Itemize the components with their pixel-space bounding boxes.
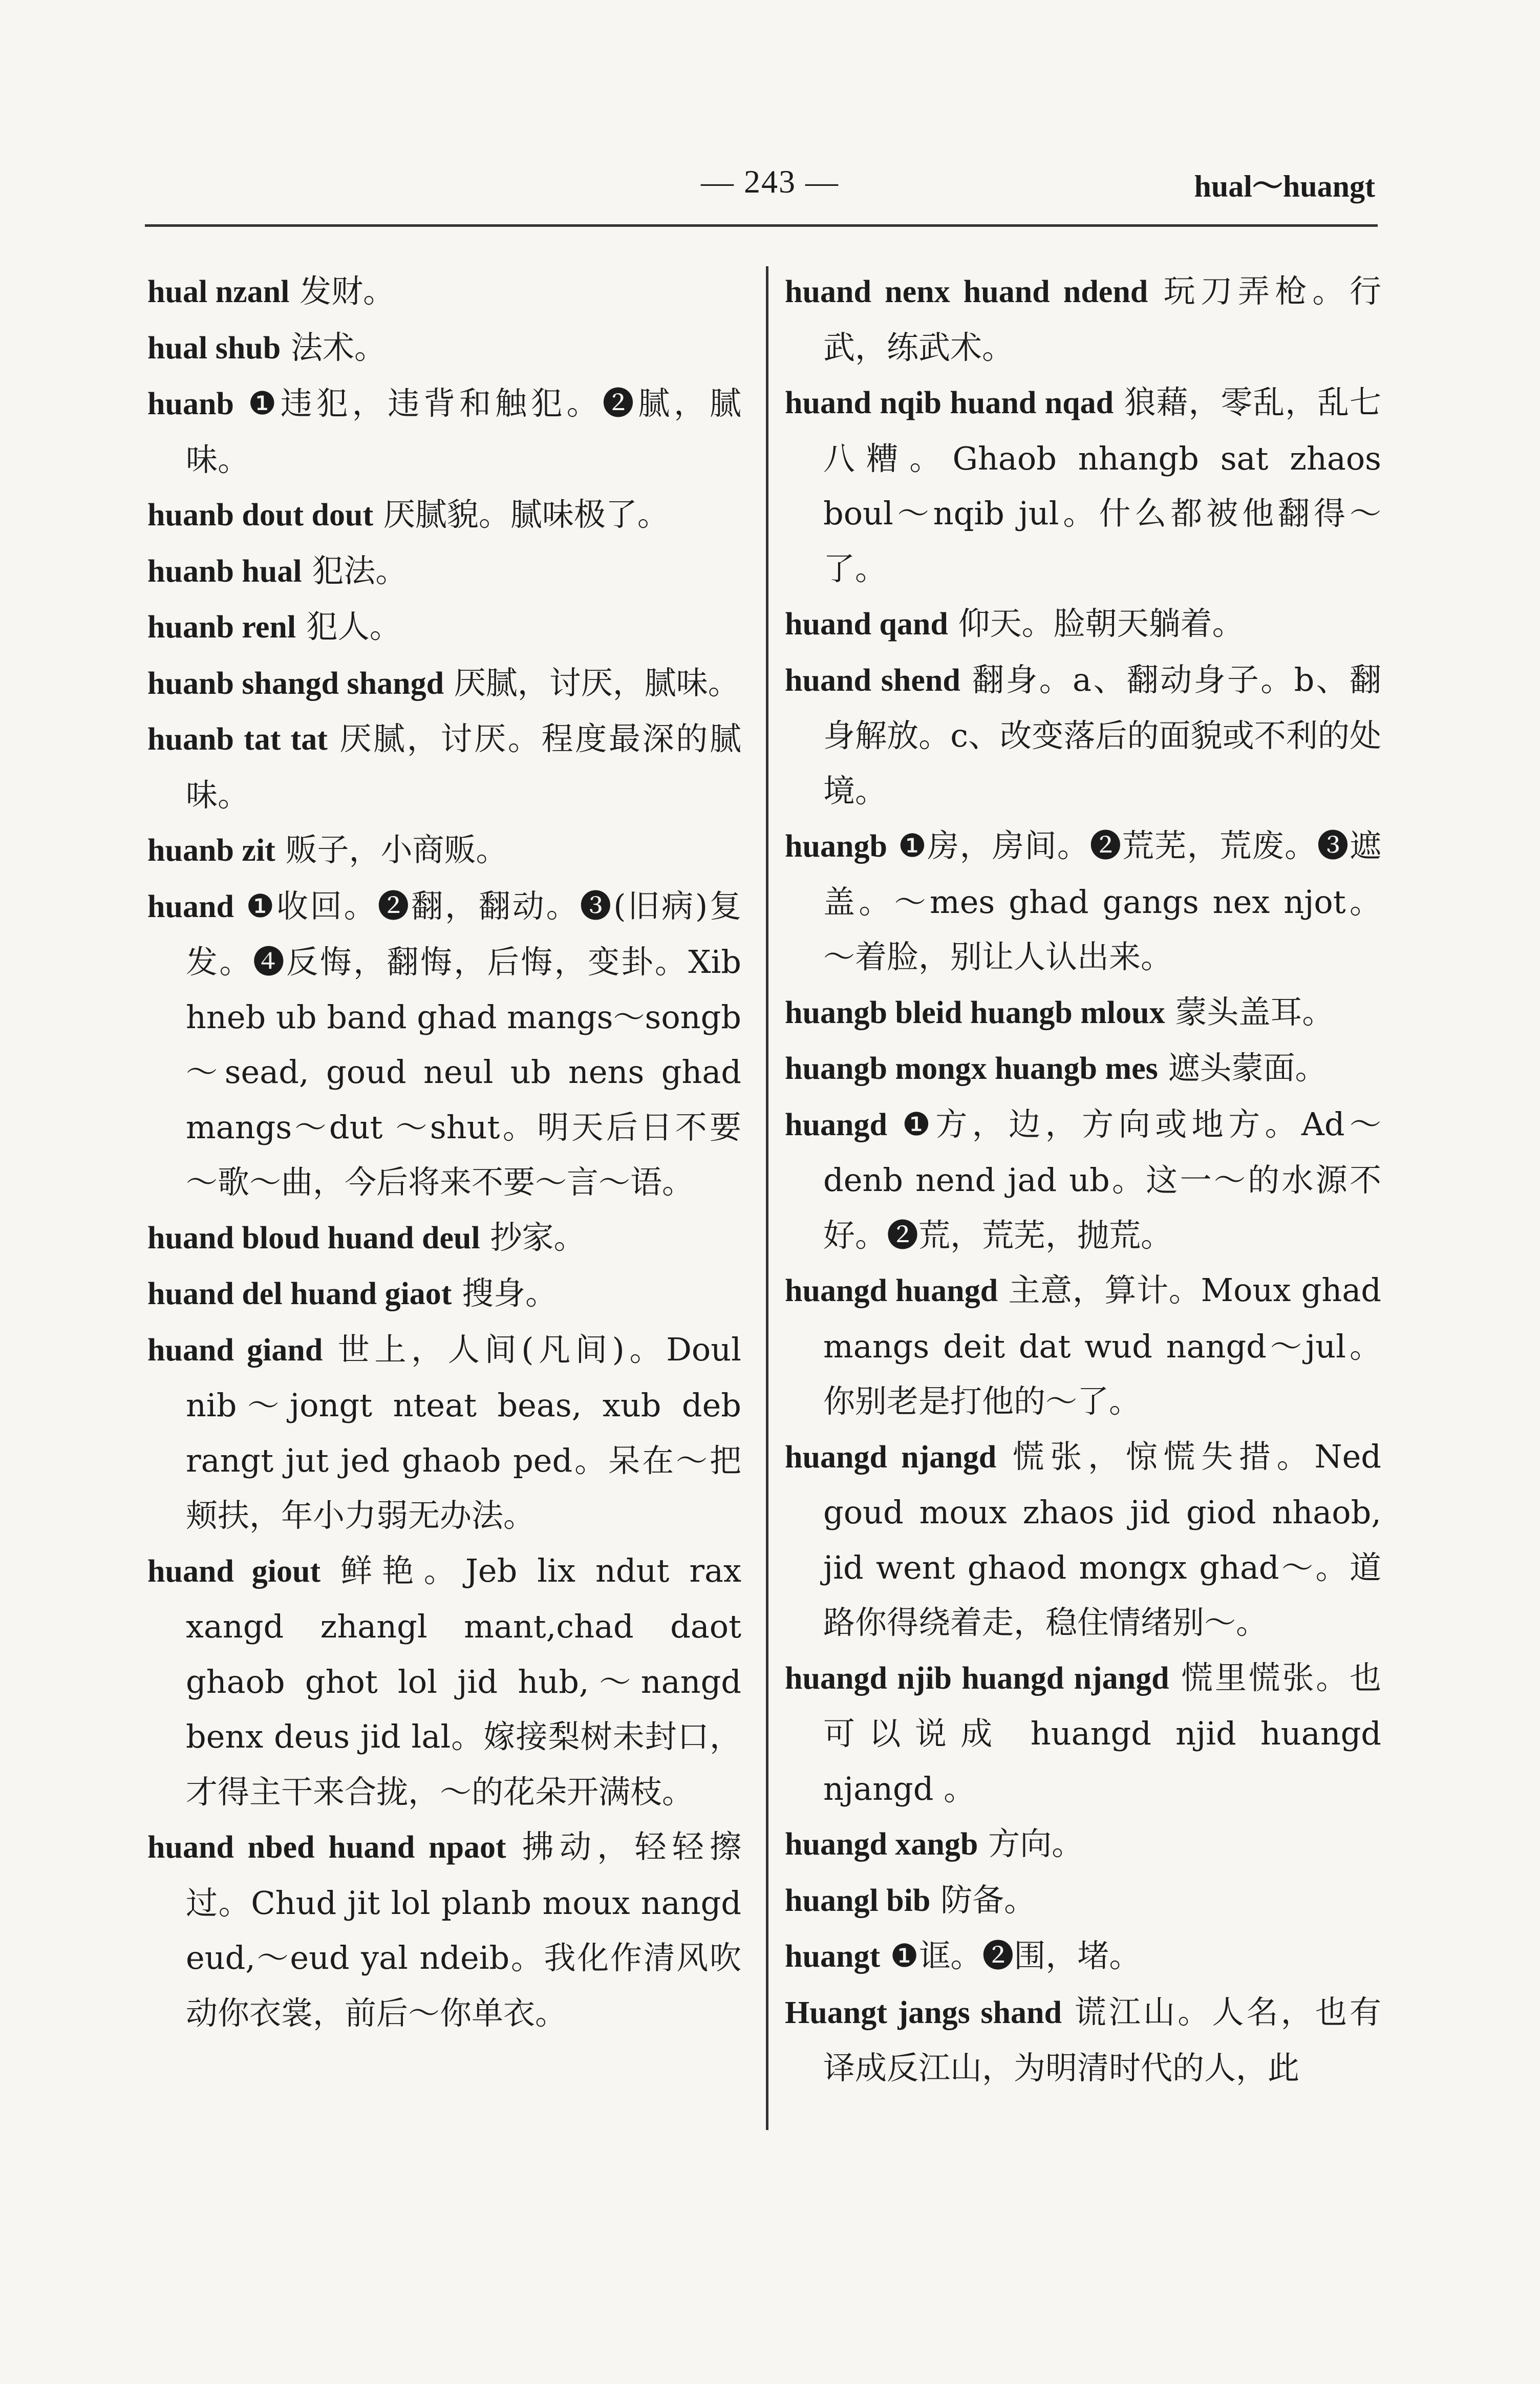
- entry-definition: ❶收回。❷翻，翻动。❸(旧病)复发。❹反悔，翻悔，后悔，变卦。Xib hneb ub band ghad mangs～songb～sead, goud neul ub nens ghad mangs～dut ～shut。明天后日不要～歌～曲，今后将来不要～言～语。: [186, 887, 741, 1201]
- entry-headword: huangl bib: [785, 1883, 931, 1918]
- dictionary-entry: [785, 1816, 1381, 1872]
- entry-definition: 搜身。: [452, 1274, 558, 1312]
- entry-definition: 慌里慌张。也可以说成 huangd njid huangd njangd 。: [823, 1658, 1381, 1807]
- entry-headword: huand bloud huand deul: [147, 1220, 480, 1255]
- column-divider: [766, 266, 768, 2130]
- entry-definition: 法术。: [281, 328, 386, 366]
- entry-headword: huand shend: [785, 663, 960, 698]
- entry-definition: 玩刀弄枪。行武，练武术。: [823, 272, 1381, 366]
- entry-definition: 抄家。: [480, 1218, 586, 1256]
- entry-headword: huangd xangb: [785, 1827, 978, 1862]
- entry-headword: huangd: [785, 1107, 887, 1142]
- entry-definition: 厌腻，讨厌，腻味。: [444, 664, 740, 701]
- dictionary-entry: [785, 264, 1381, 375]
- entry-headword: huanb zit: [147, 833, 275, 868]
- dictionary-entry: [785, 375, 1381, 596]
- entry-headword: huangd njib huangd njangd: [785, 1661, 1169, 1696]
- entry-definition: 犯法。: [302, 551, 408, 589]
- dictionary-entry: [785, 1429, 1381, 1650]
- entry-definition: 谎江山。人名，也有译成反江山，为明清时代的人，此: [823, 1993, 1381, 2087]
- entry-definition: 慌张，惊慌失措。Ned goud moux zhaos jid giod nhaob, jid went ghaod mongx ghad～。道路你得绕着走，稳住情绪别～。: [823, 1437, 1381, 1641]
- entry-headword: hual shub: [147, 330, 281, 366]
- dictionary-entry: [147, 822, 741, 879]
- right-column: [785, 264, 1381, 2096]
- entry-headword: hual nzanl: [147, 274, 290, 309]
- dictionary-entry: [147, 320, 741, 376]
- dictionary-entry: [147, 1266, 741, 1322]
- dictionary-entry: [147, 1543, 741, 1820]
- dictionary-entry: [147, 376, 741, 487]
- entry-definition: ❶诓。❷围，堵。: [880, 1937, 1141, 1974]
- entry-definition: 方向。: [978, 1825, 1084, 1862]
- dictionary-entry: [785, 818, 1381, 985]
- entry-headword: huanb shangd shangd: [147, 666, 444, 701]
- entry-headword: Huangt jangs shand: [785, 1995, 1062, 2030]
- entry-definition: 厌腻，讨厌。程度最深的腻味。: [186, 720, 742, 814]
- entry-definition: ❶房，房间。❷荒芜，荒废。❸遮盖。～mes ghad gangs nex njot。～着脸，别让人认出来。: [823, 827, 1381, 975]
- entry-headword: huand: [147, 889, 234, 924]
- entry-headword: huangb bleid huangb mloux: [785, 995, 1165, 1030]
- entry-headword: huand giout: [147, 1553, 321, 1589]
- entry-headword: huangt: [785, 1939, 881, 1974]
- dictionary-entry: [785, 652, 1381, 819]
- entry-headword: huangd huangd: [785, 1273, 998, 1308]
- dictionary-entry: [147, 1322, 741, 1543]
- entry-headword: huangb mongx huangb mes: [785, 1051, 1158, 1086]
- entry-headword: huanb tat tat: [147, 722, 328, 757]
- dictionary-entry: [785, 985, 1381, 1041]
- entry-definition: 世上，人间(凡间)。Doul nib～jongt nteat beas, xub deb rangt jut jed ghaob ped。呆在～把颊扶，年小力弱无办法。: [186, 1330, 741, 1534]
- entry-headword: huand nenx huand ndend: [785, 274, 1148, 309]
- entry-headword: huand nbed huand npaot: [147, 1830, 506, 1865]
- entry-definition: 仰天。脸朝天躺着。: [948, 605, 1244, 642]
- entry-definition: ❶违犯，违背和触犯。❷腻，腻味。: [186, 385, 741, 478]
- entry-definition: 发财。: [289, 272, 395, 310]
- entry-headword: huanb renl: [147, 610, 296, 645]
- entry-definition: 拂动，轻轻擦过。Chud jit lol planb moux nangd eud,～eud yal ndeib。我化作清风吹动你衣裳，前后～你单衣。: [186, 1828, 741, 2032]
- entry-headword: huanb: [147, 387, 234, 421]
- entry-definition: 遮头蒙面。: [1158, 1049, 1327, 1087]
- dictionary-entry: [147, 264, 741, 320]
- dictionary-entry: [785, 1040, 1381, 1097]
- dictionary-entry: [147, 543, 741, 600]
- entry-headword: huanb hual: [147, 554, 302, 589]
- dictionary-entry: [147, 1210, 741, 1266]
- dictionary-entry: [785, 1928, 1381, 1985]
- entry-headword: huangd njangd: [785, 1439, 997, 1475]
- entry-definition: 狼藉，零乱，乱七八糟。Ghaob nhangb sat zhaos boul～nqib jul。什么都被他翻得～了。: [823, 384, 1382, 587]
- entry-headword: huangb: [785, 829, 887, 864]
- dictionary-entry: [785, 1650, 1381, 1817]
- entry-definition: 蒙头盖耳。: [1165, 993, 1334, 1031]
- dictionary-entry: [785, 1263, 1381, 1429]
- entry-definition: 翻身。a、翻动身子。b、翻身解放。c、改变落后的面貌或不利的处境。: [823, 661, 1381, 810]
- entry-definition: ❶方，边，方向或地方。Ad～denb nend jad ub。这一～的水源不好。❷荒，荒芜，抛荒。: [823, 1105, 1381, 1254]
- entry-definition: 犯人。: [296, 608, 401, 645]
- left-column: [147, 264, 741, 2040]
- dictionary-entry: [785, 596, 1381, 652]
- entry-headword: huand giand: [147, 1332, 323, 1368]
- entry-headword: huand nqib huand nqad: [785, 386, 1114, 420]
- entry-headword: huand qand: [785, 607, 948, 642]
- entry-definition: 厌腻貌。腻味极了。: [373, 496, 669, 533]
- entry-definition: 主意，算计。Moux ghad mangs deit dat wud nangd～jul。你别老是打他的～了。: [823, 1271, 1381, 1420]
- dictionary-entry: [785, 1872, 1381, 1929]
- dictionary-entry: [147, 879, 741, 1210]
- dictionary-entry: [147, 711, 741, 822]
- entry-headword: huand del huand giaot: [147, 1276, 452, 1311]
- dictionary-entry: [147, 1819, 741, 2040]
- dictionary-entry: [785, 1097, 1381, 1263]
- entry-definition: 鲜艳。Jeb lix ndut rax xangd zhangl mant,chad daot ghaob ghot lol jid hub,～nangd benx deus jid lal。嫁接梨树未封口，才得主干来合拢，～的花朵开满枝。: [186, 1551, 741, 1811]
- dictionary-entry: [785, 1985, 1381, 2096]
- entry-definition: 防备。: [930, 1881, 1036, 1919]
- page-number: — 243 —: [701, 163, 839, 200]
- dictionary-entry: [147, 655, 741, 712]
- dictionary-entry: [147, 487, 741, 543]
- page-header-range: hual～huangt: [1194, 169, 1375, 203]
- entry-headword: huanb dout dout: [147, 498, 374, 533]
- header-rule: [145, 224, 1378, 227]
- dictionary-entry: [147, 599, 741, 655]
- entry-definition: 贩子，小商贩。: [275, 831, 508, 868]
